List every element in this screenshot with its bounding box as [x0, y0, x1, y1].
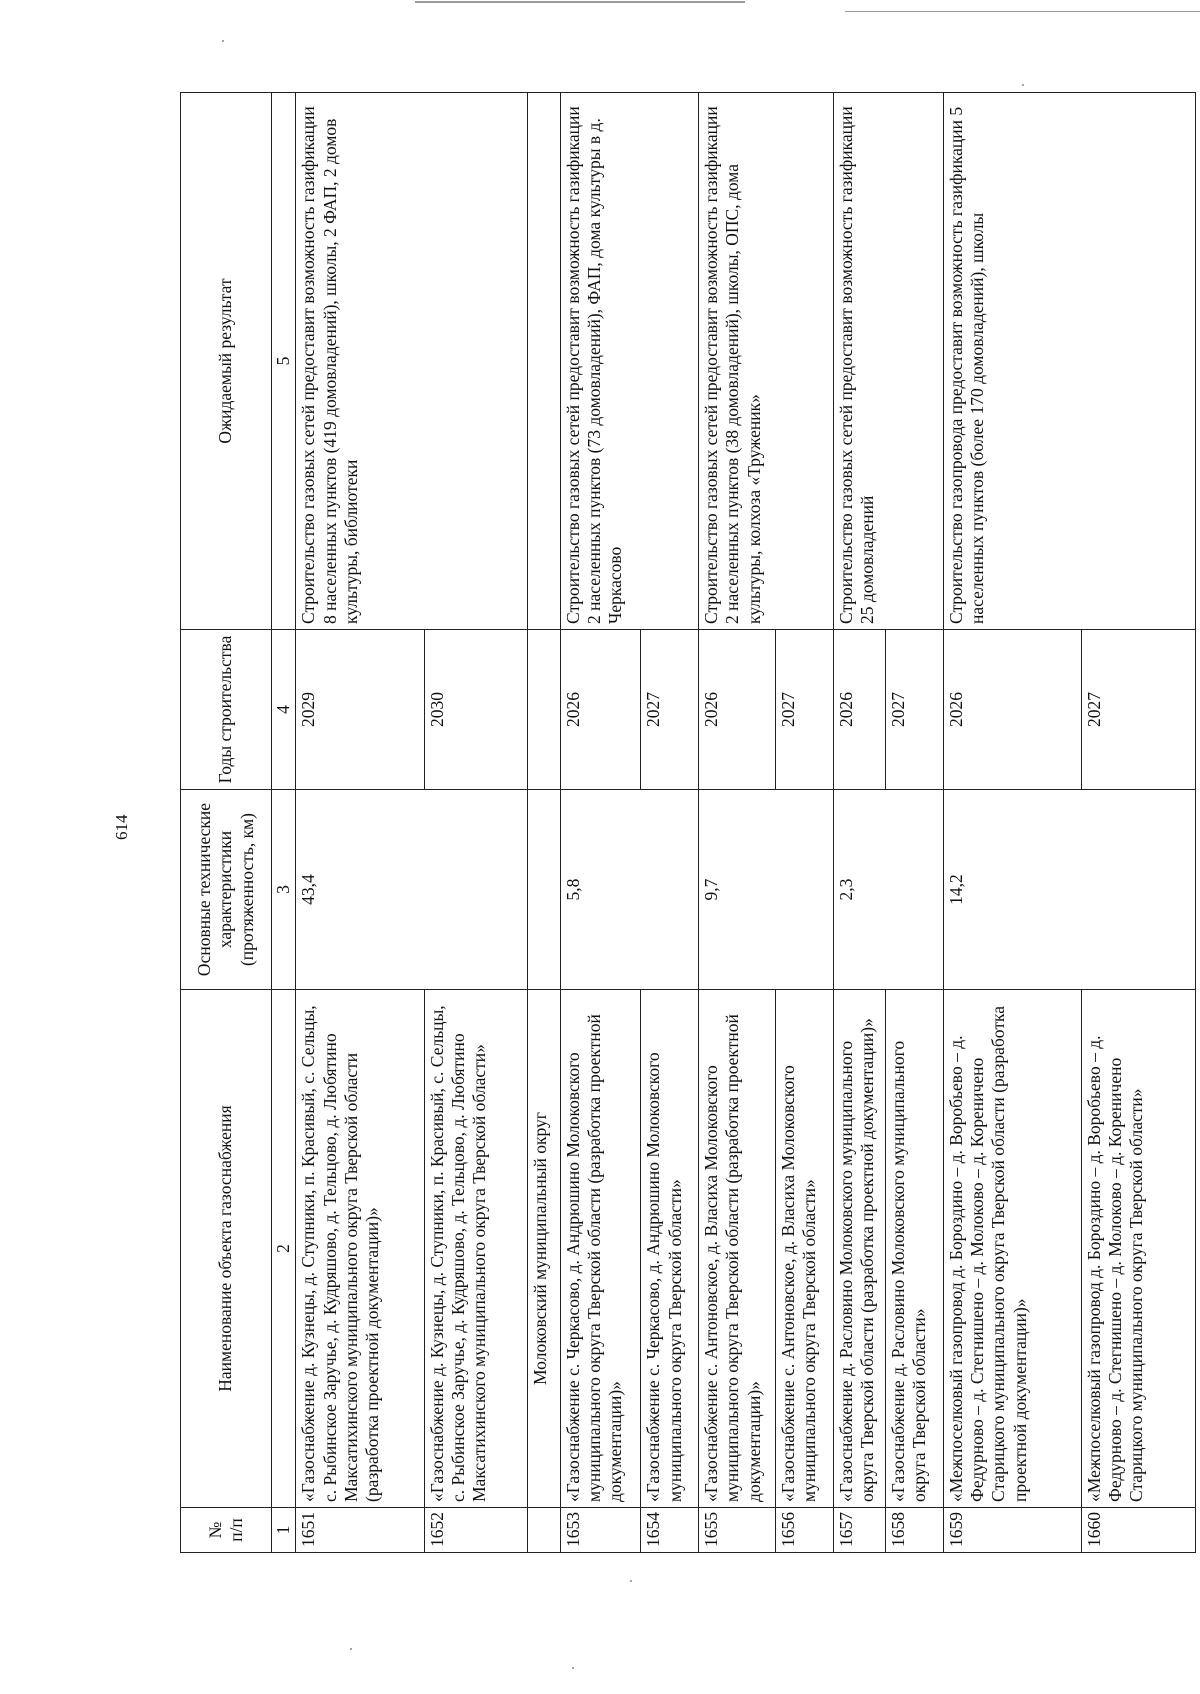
table-row	[560, 93, 641, 1553]
expected-result: Строительство газовых сетей предоставит возможность газификации 25 домовладений	[833, 93, 943, 630]
scan-speck	[222, 40, 224, 42]
expected-result: Строительство газовых сетей предоставит возможность газификации 2 населенных пунктов (38 домовладений), школы, ОПС, дома культуры, колхоза «Труженик»	[698, 93, 833, 630]
object-name: «Газоснабжение с. Антоновское, д. Власиха Молоковского муниципального округа Тверской области (разработка проектной документации)»	[698, 990, 775, 1508]
column-number: 4	[272, 630, 296, 790]
construction-year: 2027	[776, 630, 834, 790]
construction-year: 2026	[560, 630, 641, 790]
construction-year: 2030	[424, 630, 527, 790]
expected-result: Строительство газовых сетей предоставит возможность газификации 2 населенных пунктов (73 домовладений), ФАП, дома культуры в д. Черкасово	[560, 93, 698, 630]
table-row	[833, 93, 885, 1553]
object-name: «Межпоселковый газопровод д. Бороздино – д. Воробьево – д. Федурново – д. Стегнишено – д. Молоково – д. Кореничено Старицкого муниципального округа Тверской области (разработка проектной документации)»	[943, 990, 1081, 1508]
row-number: 1660	[1081, 1508, 1195, 1553]
scan-edge-line	[845, 11, 1200, 12]
construction-year: 2027	[641, 630, 699, 790]
table-row	[943, 93, 1081, 1553]
object-name: «Газоснабжение д. Расловино Молоковского муниципального округа Тверской области»	[885, 990, 943, 1508]
object-name: «Газоснабжение с. Черкасово, д. Андрюшино Молоковского муниципального округа Тверской области (разработка проектной документации)»	[560, 990, 641, 1508]
header-name: Наименование объекта газоснабжения	[181, 990, 272, 1508]
construction-year: 2026	[943, 630, 1081, 790]
column-number: 2	[272, 990, 296, 1508]
row-number: 1659	[943, 1508, 1081, 1553]
scan-edge-line	[415, 1, 745, 3]
header-num: № п/п	[181, 1508, 272, 1553]
row-number: 1656	[776, 1508, 834, 1553]
row-number: 1655	[698, 1508, 775, 1553]
length-km: 14,2	[943, 790, 1195, 990]
column-number: 3	[272, 790, 296, 990]
length-km: 2,3	[833, 790, 943, 990]
expected-result: Строительство газовых сетей предоставит возможность газификации 8 населенных пунктов (419 домовладений), школы, 2 ФАП, 2 домов культуры, библиотеки	[296, 93, 528, 630]
column-number: 5	[272, 93, 296, 630]
table-row	[698, 93, 775, 1553]
object-name: «Газоснабжение д. Кузнецы, д. Ступники, п. Красивый, с. Сельцы, с. Рыбинское Заручье, д. Кудряшово, д. Тельцово, д. Любятино Максатихинского муниципального округа Тверской области»	[424, 990, 527, 1508]
header-result: Ожидаемый результат	[181, 93, 272, 630]
scan-speck	[350, 1648, 352, 1650]
construction-year: 2027	[885, 630, 943, 790]
section-title: Молоковский муниципальный округ	[528, 990, 561, 1508]
rotated-table-container	[180, 93, 1196, 1553]
length-km: 9,7	[698, 790, 833, 990]
construction-year: 2026	[698, 630, 775, 790]
object-name: «Межпоселковый газопровод д. Бороздино – д. Воробьево – д. Федурново – д. Стегнишено – д. Молоково – д. Кореничено Старицкого муниципального округа Тверской области»	[1081, 990, 1195, 1508]
table-row	[296, 93, 424, 1553]
row-number: 1654	[641, 1508, 699, 1553]
page-number: 614	[112, 814, 131, 840]
object-name: «Газоснабжение д. Расловино Молоковского муниципального округа Тверской области (разработка проектной документации)»	[833, 990, 885, 1508]
expected-result: Строительство газопровода предоставит возможность газификации 5 населенных пунктов (более 170 домовладений), школы	[943, 93, 1195, 630]
construction-year: 2029	[296, 630, 424, 790]
row-number: 1657	[833, 1508, 885, 1553]
object-name: «Газоснабжение д. Кузнецы, д. Ступники, п. Красивый, с. Сельцы, с. Рыбинское Заручье, д. Кудряшово, д. Тельцово, д. Любятино Максатихинского муниципального округа Тверской области (разработка проектной документации)»	[296, 990, 424, 1508]
header-years: Годы строительства	[181, 630, 272, 790]
construction-year: 2026	[833, 630, 885, 790]
header-characteristics: Основные технические характеристики (протяженность, км)	[181, 790, 272, 990]
length-km: 5,8	[560, 790, 698, 990]
section-row	[528, 93, 561, 1553]
scan-speck	[1022, 84, 1024, 86]
column-number: 1	[272, 1508, 296, 1553]
scan-speck	[572, 1667, 574, 1669]
object-name: «Газоснабжение с. Черкасово, д. Андрюшино Молоковского муниципального округа Тверской области»	[641, 990, 699, 1508]
row-number: 1658	[885, 1508, 943, 1553]
row-number: 1652	[424, 1508, 527, 1553]
row-number: 1653	[560, 1508, 641, 1553]
construction-year: 2027	[1081, 630, 1195, 790]
gas-supply-table	[180, 92, 1196, 1553]
object-name: «Газоснабжение с. Антоновское, д. Власиха Молоковского муниципального округа Тверской области»	[776, 990, 834, 1508]
scan-speck	[630, 1580, 632, 1582]
row-number: 1651	[296, 1508, 424, 1553]
length-km: 43,4	[296, 790, 528, 990]
